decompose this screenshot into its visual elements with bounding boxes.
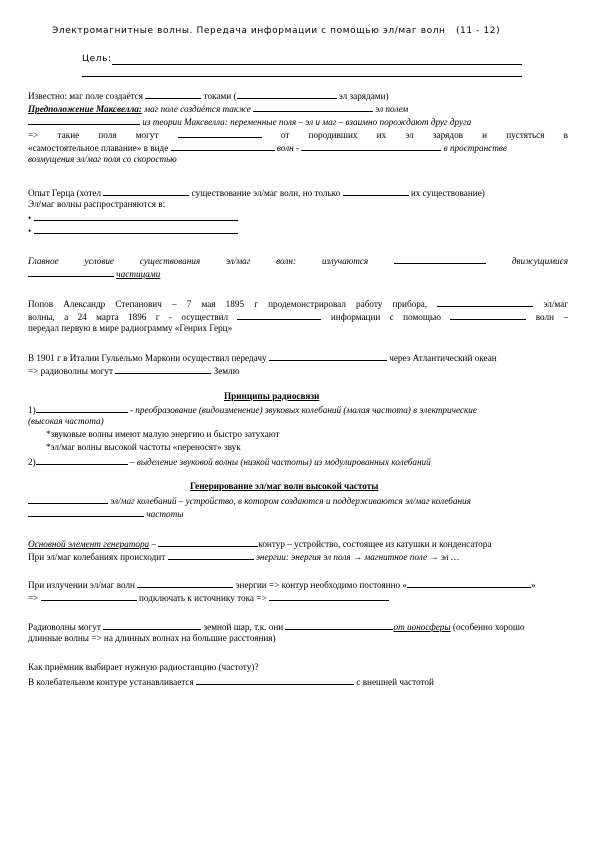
- grade-text: (11 - 12): [455, 26, 501, 36]
- s1-text: маг поле создаётся также: [144, 104, 251, 114]
- s4-text: Попов Александр Степанович – 7 мая 1895 г продемонстрировал работу прибора,: [28, 299, 428, 309]
- s5-line-2: [28, 364, 240, 377]
- blank-field[interactable]: [301, 141, 441, 151]
- page-title: [52, 26, 500, 37]
- s6-line-4: *эл/маг волны высокой частоты «переносят» звук: [46, 442, 241, 452]
- blank-field[interactable]: [269, 591, 389, 601]
- s3-text: Главное условие существования эл/маг волн: излучаются: [28, 256, 369, 266]
- s2-text: их существование): [410, 188, 485, 198]
- s6-text: – выделение звуковой волны (низкой частоты) из модулированных колебаний: [129, 457, 431, 467]
- s10-text: Радиоволны могут: [28, 622, 101, 632]
- s1-text: => такие поля могут: [28, 130, 159, 140]
- s1-text: «самостоятельное плавание» в виде: [28, 143, 169, 153]
- s1-text: эл зарядами): [338, 91, 389, 101]
- s1-text: волн -: [276, 143, 300, 153]
- s1-text: Известно: маг поле создаётся: [28, 91, 143, 101]
- s11-text: В колебательном контуре устанавливается: [28, 677, 194, 687]
- s5-text: Землю: [213, 366, 240, 376]
- blank-field[interactable]: [269, 351, 387, 361]
- s9-text: »: [531, 580, 536, 590]
- blank-field[interactable]: [137, 578, 233, 588]
- s4-line-2: [28, 310, 568, 323]
- s9-text: =>: [28, 593, 39, 603]
- s1-text: в пространстве: [443, 143, 507, 153]
- s1-text: возмущения эл/маг поля со скоростью: [28, 154, 177, 164]
- s4-line-3: передал первую в мире радиограмму «Генрих Герц»: [28, 323, 233, 333]
- s8-line-2: [28, 550, 459, 563]
- s2-bullet-2: [28, 224, 238, 237]
- blank-field[interactable]: [145, 89, 201, 99]
- blank-field[interactable]: [407, 578, 531, 588]
- blank-field[interactable]: [343, 186, 409, 196]
- goal-line-2[interactable]: [82, 76, 522, 77]
- s6-text: - преобразование (видоизменение) звуковых колебаний (малая частота) в электрические: [129, 405, 477, 415]
- blank-field[interactable]: [103, 620, 201, 630]
- blank-field[interactable]: [103, 186, 189, 196]
- s1-text: эл полем: [375, 104, 409, 114]
- s6-line-5: [28, 455, 431, 468]
- s10-line-1: [28, 620, 525, 633]
- s6-text: 1): [28, 405, 36, 415]
- blank-field[interactable]: [437, 297, 533, 307]
- radio-principles-heading: Принципы радиосвязи: [224, 391, 320, 401]
- bullet-icon: •: [28, 213, 32, 223]
- s1-text: токами (: [203, 91, 237, 101]
- blank-field[interactable]: [394, 254, 486, 264]
- s10-text: земной шар, т.к. они: [203, 622, 284, 632]
- s2-text: Опыт Герца (хотел: [28, 188, 102, 198]
- blank-field[interactable]: [158, 537, 258, 547]
- s5-text: => радиоволны могут: [28, 366, 114, 376]
- s6-text: 2): [28, 457, 36, 467]
- goal-label: Цель:: [82, 54, 112, 64]
- s2-text: существование эл/маг волн, но только: [191, 188, 341, 198]
- blank-field[interactable]: [171, 141, 275, 151]
- s3-text: частицами: [116, 269, 161, 279]
- s11-line-1: Как приёмник выбирает нужную радиостанцию (частоту)?: [28, 662, 259, 672]
- s8-text: энергии: энергия эл поля → магнитное поле → эл …: [255, 552, 460, 562]
- blank-field[interactable]: [34, 224, 238, 234]
- blank-field[interactable]: [28, 115, 140, 125]
- blank-field[interactable]: [41, 591, 137, 601]
- blank-field[interactable]: [253, 102, 373, 112]
- blank-field[interactable]: [34, 211, 238, 221]
- s4-text: волн –: [535, 312, 569, 322]
- s6-line-3: *звуковые волны имеют малую энергию и быстро затухают: [46, 429, 280, 439]
- s8-text: контур – устройство, состоящее из катушки и конденсатора: [258, 539, 492, 549]
- s5-text: В 1901 г в Италии Гульельмо Маркони осуществил передачу: [28, 353, 267, 363]
- s10-text: от ионосферы: [393, 622, 451, 632]
- maxwell-hypothesis-label: Предположение Максвелла:: [28, 104, 142, 114]
- s9-text: подключать к источнику тока =>: [138, 593, 267, 603]
- s7-text: частоты: [146, 509, 184, 519]
- blank-field[interactable]: [36, 455, 128, 465]
- s3-line-2: [28, 267, 160, 280]
- s8-text: –: [151, 539, 157, 549]
- s9-line-2: [28, 591, 389, 604]
- s4-line-1: [28, 297, 568, 310]
- s11-line-2: [28, 675, 434, 688]
- s6-line-2: (высокая частота): [28, 416, 104, 426]
- s1-text: из теории Максвелла: переменные поля – эл и маг – взаимно порождают друг друга: [142, 117, 472, 127]
- s4-text: информации с помощью: [330, 312, 441, 322]
- blank-field[interactable]: [178, 128, 262, 138]
- s1-line-6: [28, 154, 177, 165]
- s5-text: через Атлантический океан: [389, 353, 497, 363]
- bullet-icon: •: [28, 226, 32, 236]
- s4-text: волны, а 24 марта 1896 г - осуществил: [28, 312, 229, 322]
- blank-field[interactable]: [36, 403, 128, 413]
- s2-bullet-1: [28, 211, 238, 224]
- s10-line-2: длинные волны => на длинных волнах на большие расстояния): [28, 633, 276, 643]
- s7-line-2: [28, 507, 183, 520]
- s10-text: (особенно хорошо: [452, 622, 525, 632]
- s1-line-4: [28, 128, 568, 141]
- s8-text: При эл/маг колебаниях происходит: [28, 552, 166, 562]
- s6-line-1: [28, 403, 477, 416]
- blank-field[interactable]: [196, 675, 354, 685]
- blank-field[interactable]: [450, 310, 526, 320]
- generation-heading: Генерирование эл/маг волн высокой частоты: [190, 481, 379, 491]
- blank-field[interactable]: [285, 620, 393, 630]
- blank-field[interactable]: [237, 310, 321, 320]
- s9-text: энергии => контур необходимо постоянно «: [235, 580, 408, 590]
- s7-line-1: [28, 494, 471, 507]
- s4-text: эл/маг: [543, 299, 569, 309]
- s9-line-1: [28, 578, 536, 591]
- s3-text: движущимися: [511, 256, 569, 266]
- s1-line-1: [28, 89, 389, 102]
- blank-field[interactable]: [168, 550, 254, 560]
- s2-line-1: [28, 186, 485, 199]
- s11-text: с внешней частотой: [356, 677, 434, 687]
- s8-text: Основной элемент генератора: [28, 539, 150, 549]
- blank-field[interactable]: [28, 494, 108, 504]
- s8-line-1: [28, 537, 491, 550]
- s2-line-2: Эл/маг волны распространяются в:: [28, 199, 166, 209]
- blank-field[interactable]: [237, 89, 337, 99]
- goal-line-1[interactable]: [112, 64, 522, 65]
- blank-field[interactable]: [28, 507, 144, 517]
- title-text: Электромагнитные волны. Передача информации с помощью эл/маг волн: [52, 26, 446, 36]
- s9-text: При излучении эл/маг волн: [28, 580, 135, 590]
- s1-line-2: [28, 102, 408, 115]
- s7-text: эл/маг колебаний – устройство, в котором создаются и поддерживаются эл/маг колебания: [110, 496, 471, 506]
- blank-field[interactable]: [28, 267, 114, 277]
- s1-text: от породивших их эл зарядов и пустяться в: [280, 130, 568, 140]
- s1-line-3: [28, 115, 471, 128]
- s5-line-1: [28, 351, 497, 364]
- s1-line-5: [28, 141, 507, 154]
- blank-field[interactable]: [115, 364, 211, 374]
- s3-line-1: [28, 254, 568, 267]
